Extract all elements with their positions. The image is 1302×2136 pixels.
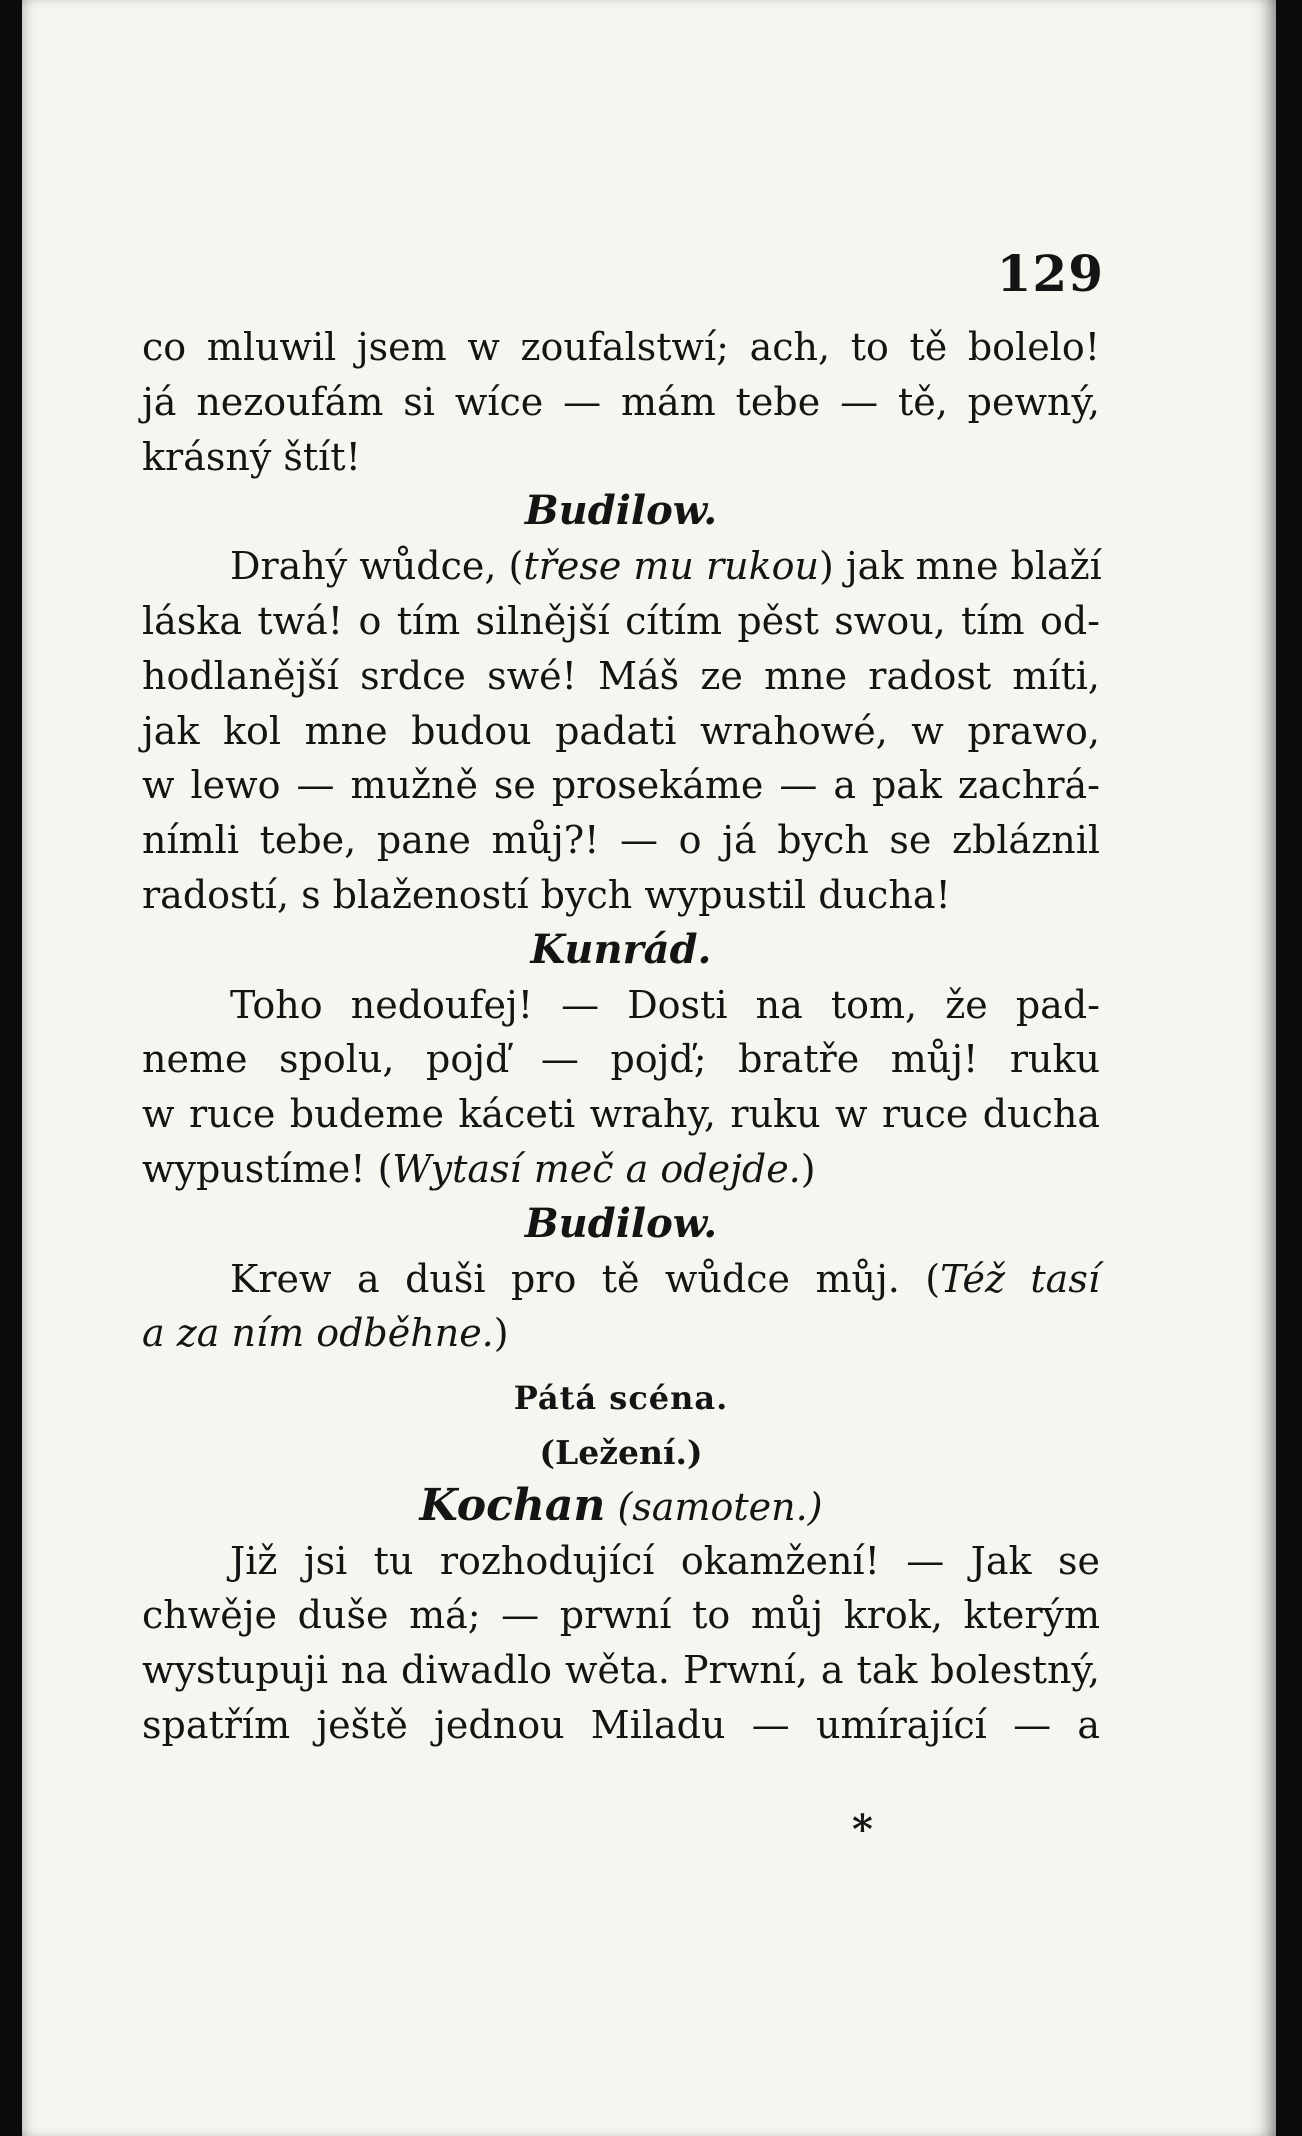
text-line: chwěje duše má; — prwní to můj krok, kterým xyxy=(142,1593,1100,1638)
scene-setting-line xyxy=(142,1424,1100,1479)
text-span: Drahý wůdce, ( xyxy=(230,544,524,589)
stage-direction: a za ním odběhne. xyxy=(142,1311,494,1356)
text-line: co mluwil jsem w zoufalstwí; ach, to tě bolelo! xyxy=(142,325,1100,369)
text-line xyxy=(142,539,1100,594)
speaker-heading xyxy=(142,1479,1100,1534)
page-text xyxy=(142,320,1100,1753)
text-line: jak kol mne budou padati wrahowé, w prawo, xyxy=(142,708,1100,753)
scene-title-line xyxy=(142,1369,1100,1424)
speaker-heading xyxy=(142,484,1100,539)
text-span: ) jak mne blaží xyxy=(819,544,1102,589)
text-line: Toho nedoufej! — Dosti na tom, že pad- xyxy=(230,982,1100,1027)
stage-direction: třese mu rukou xyxy=(523,544,819,589)
text-line: krásný štít! xyxy=(142,434,361,479)
text-span: Krew a duši pro tě wůdce můj. ( xyxy=(230,1256,941,1301)
text-line: spatřím ještě jednou Miladu — umírající — a xyxy=(142,1702,1100,1747)
text-line: wystupuji na diwadlo wěta. Prwní, a tak bolestný, xyxy=(142,1648,1100,1693)
page-number: 129 xyxy=(996,244,1104,303)
text-line: nímli tebe, pane můj?! — o já bych se zbláznil xyxy=(142,818,1100,863)
stage-direction: (samoten.) xyxy=(617,1484,823,1529)
book-page xyxy=(22,0,1276,2136)
text-line xyxy=(142,1252,1100,1307)
text-line: w lewo — mužně se prosekáme — a pak zachrá- xyxy=(142,763,1100,808)
scene-title: Pátá scéna. xyxy=(513,1379,729,1418)
text-line: láska twá! o tím silnější cítím pěst swou, tím od- xyxy=(142,598,1100,643)
text-line: w ruce budeme káceti wrahy, ruku w ruce ducha xyxy=(142,1092,1100,1137)
text-line xyxy=(142,1306,1100,1361)
signature-mark: * xyxy=(852,1806,873,1853)
stage-direction: Wytasí meč a odejde. xyxy=(392,1146,801,1191)
scene-setting: (Ležení.) xyxy=(539,1432,703,1472)
speaker-name: Kochan xyxy=(419,1479,606,1531)
speaker-heading xyxy=(142,1197,1100,1252)
scan-edge xyxy=(1276,0,1302,2136)
speaker-name: Budilow. xyxy=(524,1199,718,1247)
speaker-name: Kunrád. xyxy=(530,925,712,973)
text-span: ) xyxy=(493,1311,509,1356)
speaker-heading xyxy=(142,923,1100,978)
text-line: hodlanější srdce swé! Máš ze mne radost míti, xyxy=(142,653,1100,698)
text-line: neme spolu, pojď — pojď; bratře můj! ruku xyxy=(142,1037,1100,1082)
text-span: ) xyxy=(800,1146,816,1191)
text-line: Již jsi tu rozhodující okamžení! — Jak se xyxy=(230,1538,1100,1583)
text-line: já nezoufám si wíce — mám tebe — tě, pewný, xyxy=(142,379,1100,424)
text-span: wypustíme! ( xyxy=(142,1146,393,1191)
text-line xyxy=(142,1142,1100,1197)
text-line: radostí, s blažeností bych wypustil ducha! xyxy=(142,872,951,917)
stage-direction: Též tasí xyxy=(940,1256,1100,1301)
speaker-name: Budilow. xyxy=(524,487,718,535)
